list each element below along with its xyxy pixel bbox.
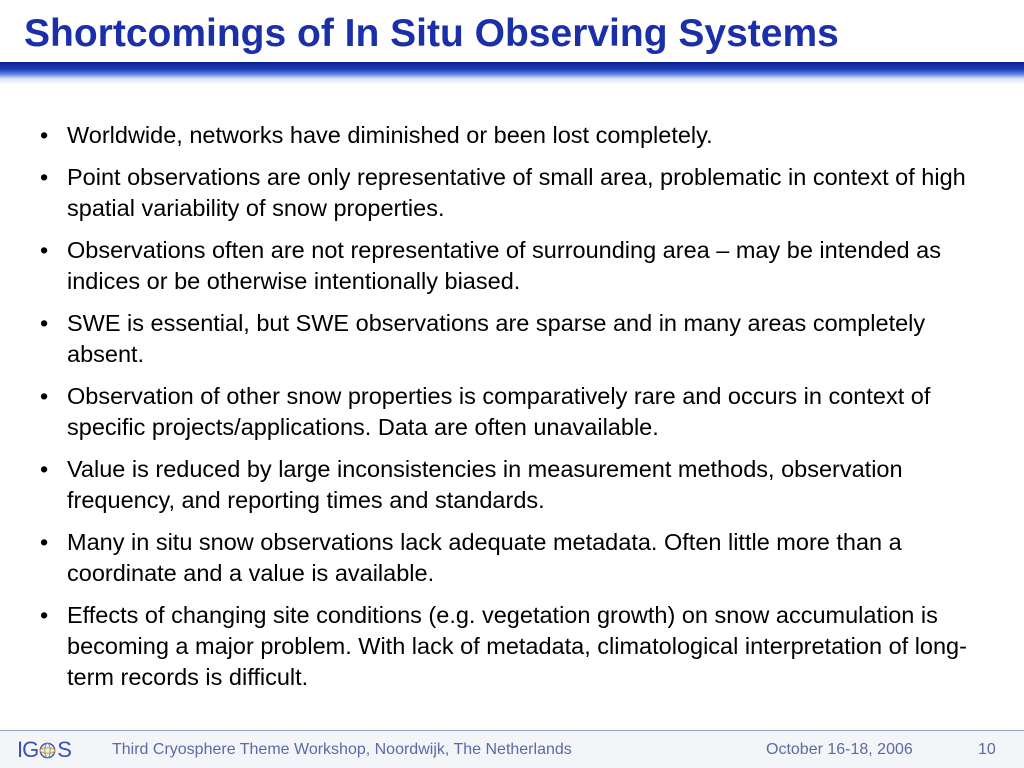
logo-text-right: S <box>57 737 71 762</box>
title-underline-bar <box>0 62 1024 78</box>
bullet-item <box>40 235 1000 297</box>
bullet-text: SWE is essential, but SWE observations are sparse and in many areas completely absent. <box>67 310 926 367</box>
slide-title: Shortcomings of In Situ Observing Systems <box>24 12 839 55</box>
bullet-text: Observation of other snow properties is comparatively rare and occurs in context of specific projects/applications. Data are often unavailable. <box>67 383 931 440</box>
bullet-text: Many in situ snow observations lack adequate metadata. Often little more than a coordinate and a value is available. <box>67 529 902 586</box>
bullet-item <box>40 308 1000 370</box>
bullet-text: Value is reduced by large inconsistencies in measurement methods, observation frequency, and reporting times and standards. <box>67 456 903 513</box>
title-underline-shadow <box>0 78 1024 84</box>
bullet-marker: • <box>40 602 49 628</box>
bullet-marker: • <box>40 237 49 263</box>
bullet-item <box>40 454 1000 516</box>
bullet-marker: • <box>40 456 49 482</box>
bullet-list <box>40 120 1000 704</box>
bullet-marker: • <box>40 164 49 190</box>
bullet-item <box>40 162 1000 224</box>
bullet-text: Effects of changing site conditions (e.g. vegetation growth) on snow accumulation is becoming a major problem. With lack of metadata, climatological interpretation of long-term records is difficult. <box>67 602 967 690</box>
bullet-item <box>40 381 1000 443</box>
bullet-marker: • <box>40 310 49 336</box>
bullet-item <box>40 600 1000 693</box>
bullet-marker: • <box>40 122 49 148</box>
bullet-text: Point observations are only representative of small area, problematic in context of high spatial variability of snow properties. <box>67 164 966 221</box>
bullet-item <box>40 527 1000 589</box>
bullet-text: Observations often are not representative of surrounding area – may be intended as indices or be otherwise intentionally biased. <box>67 237 941 294</box>
bullet-item <box>40 120 1000 151</box>
logo-text-left: IG <box>17 737 39 762</box>
page-number: 10 <box>978 741 996 758</box>
bullet-marker: • <box>40 529 49 555</box>
igos-logo <box>17 739 71 761</box>
footer-workshop: Third Cryosphere Theme Workshop, Noordwijk, The Netherlands <box>112 741 572 758</box>
globe-icon <box>39 742 56 759</box>
bullet-marker: • <box>40 383 49 409</box>
footer-date: October 16-18, 2006 <box>766 741 913 758</box>
bullet-text: Worldwide, networks have diminished or been lost completely. <box>67 122 713 148</box>
